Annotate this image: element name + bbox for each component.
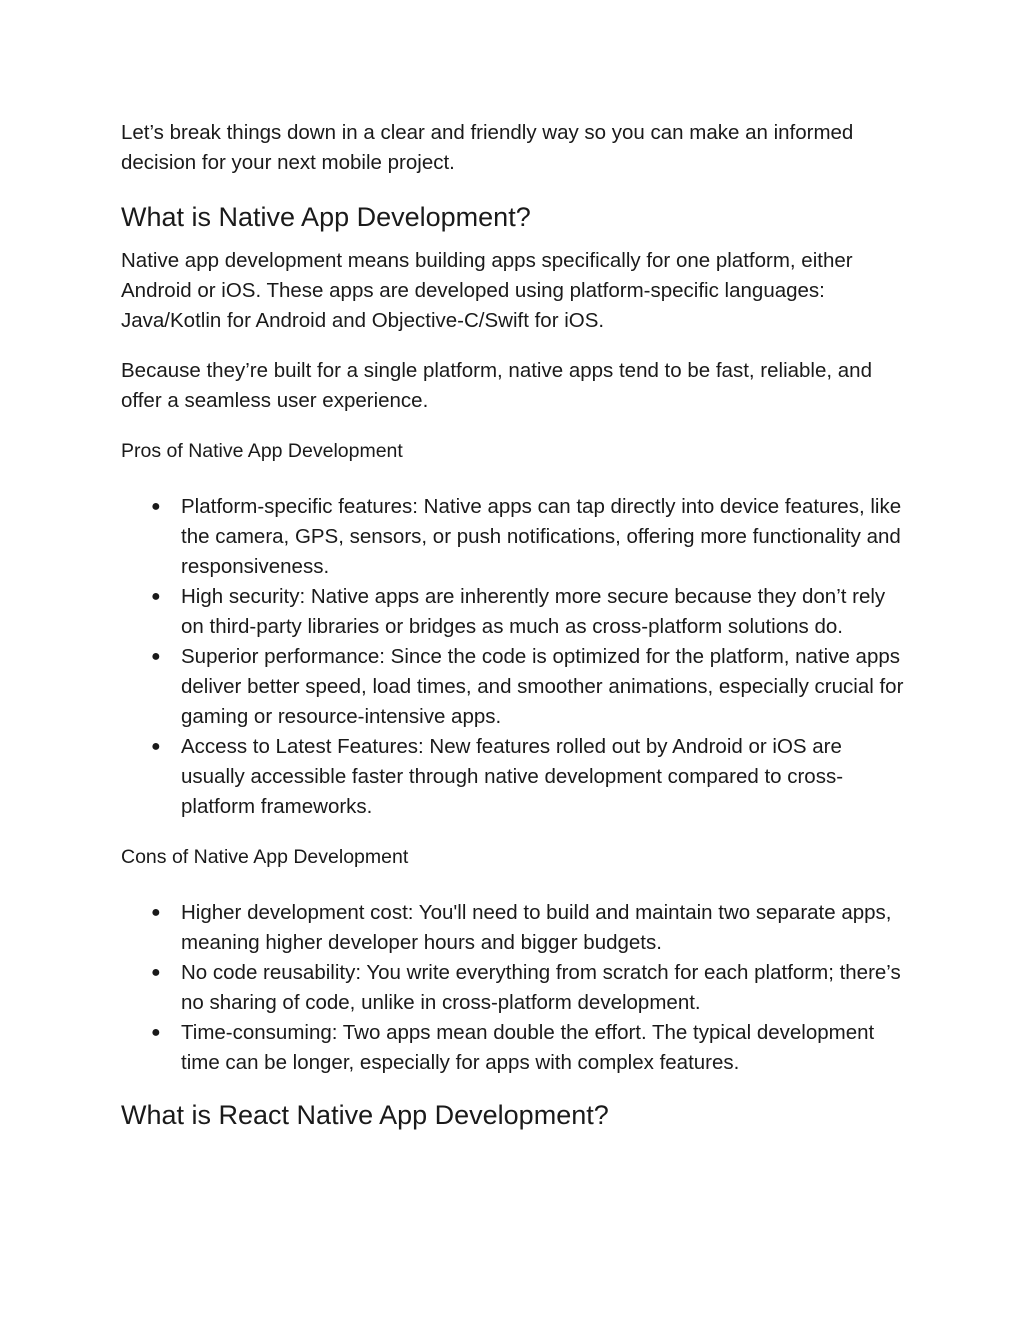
cons-list-item — [121, 958, 911, 1018]
pros-heading: Pros of Native App Development — [121, 440, 403, 462]
document-page — [121, 118, 911, 1132]
pros-list-item — [121, 582, 911, 642]
cons-item-text: No code reusability: You write everything from scratch for each platform; there’s no sharing of code, unlike in cross-platform development. — [181, 961, 901, 1014]
react-native-heading: What is React Native App Development? — [121, 1100, 609, 1130]
bullet-icon: ● — [151, 964, 161, 981]
pros-item-text: Access to Latest Features: New features rolled out by Android or iOS are usually accessible faster through native development compared to cross-platform frameworks. — [181, 735, 844, 818]
bullet-icon: ● — [151, 648, 161, 665]
pros-list-item — [121, 732, 911, 822]
native-paragraph-2: Because they’re built for a single platform, native apps tend to be fast, reliable, and offer a seamless user experience. — [121, 359, 872, 412]
cons-item-text: Higher development cost: You'll need to build and maintain two separate apps, meaning higher developer hours and bigger budgets. — [181, 901, 892, 954]
bullet-icon: ● — [151, 1024, 161, 1041]
pros-item-text: High security: Native apps are inherently more secure because they don’t rely on third-party libraries or bridges as much as cross-platform solutions do. — [181, 585, 886, 638]
bullet-icon: ● — [151, 588, 161, 605]
cons-list-item — [121, 898, 911, 958]
native-heading: What is Native App Development? — [121, 202, 531, 232]
pros-list-item — [121, 492, 911, 582]
cons-item-text: Time-consuming: Two apps mean double the effort. The typical development time can be longer, especially for apps with complex features. — [181, 1021, 875, 1074]
bullet-icon: ● — [151, 738, 161, 755]
bullet-icon: ● — [151, 498, 161, 515]
cons-list — [121, 898, 911, 1078]
native-paragraph-1: Native app development means building apps specifically for one platform, either Android or iOS. These apps are developed using platform-specific languages: Java/Kotlin for Android and Objective-C/Swift for iOS. — [121, 249, 853, 332]
bullet-icon: ● — [151, 904, 161, 921]
pros-item-text: Platform-specific features: Native apps can tap directly into device features, like the camera, GPS, sensors, or push notifications, offering more functionality and responsiveness. — [181, 495, 902, 578]
pros-item-text: Superior performance: Since the code is optimized for the platform, native apps deliver better speed, load times, and smoother animations, especially crucial for gaming or resource-intensive apps. — [181, 645, 904, 728]
cons-list-item — [121, 1018, 911, 1078]
pros-list — [121, 492, 911, 822]
cons-heading: Cons of Native App Development — [121, 846, 409, 868]
pros-list-item — [121, 642, 911, 732]
intro-paragraph: Let’s break things down in a clear and friendly way so you can make an informed decision for your next mobile project. — [121, 121, 854, 174]
